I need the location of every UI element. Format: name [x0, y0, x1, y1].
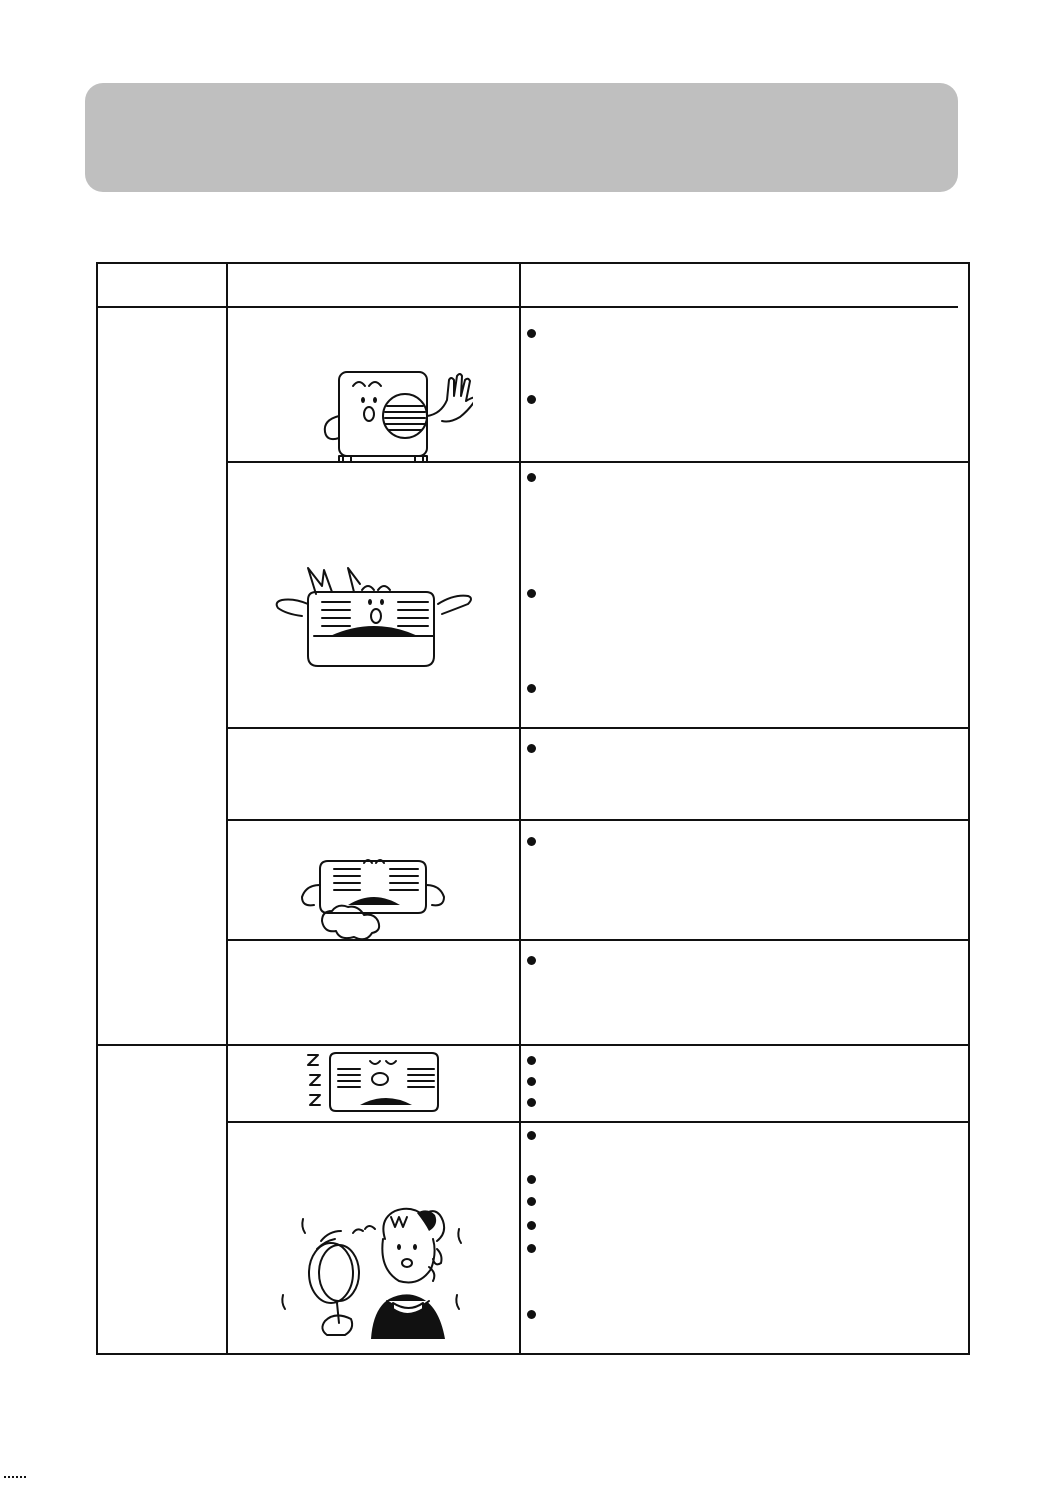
header-col2 — [228, 264, 518, 306]
header-underline — [98, 306, 958, 308]
bullet-marker — [527, 1131, 536, 1140]
row-separator — [226, 1121, 968, 1123]
unit-blowing-mist-icon — [288, 849, 458, 944]
header-col3 — [521, 264, 961, 306]
bullet-marker — [527, 589, 536, 598]
person-hot-fanning-icon — [273, 1199, 473, 1339]
row-separator — [226, 819, 968, 821]
bullet-marker — [527, 1077, 536, 1086]
unit-raising-hand-stop-icon — [313, 364, 473, 464]
troubleshooting-table — [96, 262, 970, 1355]
bullet-marker — [527, 837, 536, 846]
column-divider-2 — [519, 264, 521, 1353]
bullet-marker — [527, 956, 536, 965]
unit-sleeping-zzz-icon — [298, 1047, 448, 1115]
bullet-marker — [527, 395, 536, 404]
section-separator — [98, 1044, 968, 1046]
bullet-marker — [527, 684, 536, 693]
bullet-marker — [527, 1197, 536, 1206]
bullet-marker — [527, 1310, 536, 1319]
bullet-marker — [527, 1056, 536, 1065]
column-divider-1 — [226, 264, 228, 1353]
bullet-marker — [527, 329, 536, 338]
header-col1 — [98, 264, 226, 306]
bullet-marker — [527, 1098, 536, 1107]
bullet-marker — [527, 473, 536, 482]
title-banner — [85, 83, 958, 192]
bullet-marker — [527, 1244, 536, 1253]
row-separator — [226, 727, 968, 729]
bullet-marker — [527, 1221, 536, 1230]
bullet-marker — [527, 1175, 536, 1184]
bullet-marker — [527, 744, 536, 753]
unit-startled-noise-icon — [258, 564, 488, 674]
page-footer-mark — [4, 1476, 26, 1478]
